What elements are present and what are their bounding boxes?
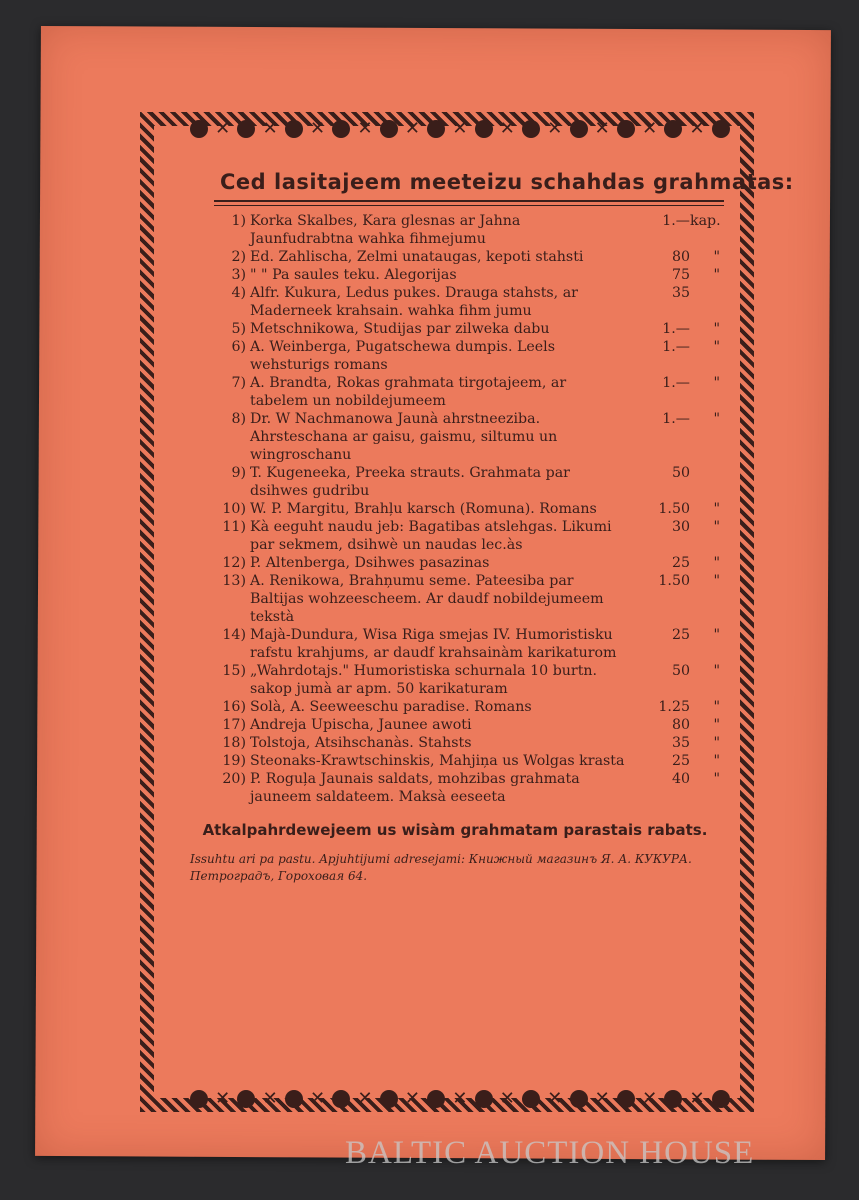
list-item: [180, 662, 720, 698]
list-item: [180, 716, 720, 734]
item-title: Tolstoja, Atsihschanàs. Stahsts: [250, 735, 472, 751]
item-number: 17): [222, 717, 246, 733]
item-title: Andreja Upischa, Jaunee awoti: [250, 717, 472, 733]
list-item: [180, 284, 720, 320]
item-title: Korka Skalbes, Kara glesnas ar Jahna Jaunfudrabtna wahka fihmejumu: [250, 213, 521, 247]
item-title: P. Roguļa Jaunais saldats, mohzibas grahmata jauneem saldateem. Maksà eeseeta: [250, 771, 580, 805]
item-unit: ": [713, 267, 720, 283]
list-item: [180, 734, 720, 752]
item-number: 12): [222, 555, 246, 571]
item-number: 14): [222, 627, 246, 643]
item-title: Dr. W Nachmanowa Jaunà ahrstneeziba. Ahrsteschana ar gaisu, gaismu, siltumu un wingroschanu: [250, 411, 558, 463]
item-title: T. Kugeneeka, Preeka strauts. Grahmata par dsihwes gudribu: [250, 465, 570, 499]
item-number: 5): [231, 321, 246, 337]
item-number: 4): [231, 285, 246, 301]
item-title: Kà eeguht naudu jeb: Bagatibas atslehgas. Likumi par sekmem, dsihwè un naudas lec.às: [250, 519, 612, 553]
item-title: Steonaks-Krawtschinskis, Mahjiņa us Wolgas krasta: [250, 753, 625, 769]
list-item: [180, 374, 720, 410]
item-price: 1.—: [662, 411, 690, 427]
list-item: [180, 518, 720, 554]
list-item: [180, 698, 720, 716]
item-number: 10): [222, 501, 246, 517]
item-number: 16): [222, 699, 246, 715]
mail-order-note: Issuhtu ari pa pastu. Apjuhtijumi adresejami: Книжный магазинъ Я. А. КУКУРА. Петроградъ, Гороховая 64.: [190, 852, 692, 883]
list-item: [180, 410, 720, 464]
item-number: 7): [231, 375, 246, 391]
item-unit: ": [713, 753, 720, 769]
list-item: [180, 554, 720, 572]
item-price: 1.—: [662, 375, 690, 391]
item-price: 1.50: [658, 501, 690, 517]
list-item: [180, 626, 720, 662]
item-price: 80: [671, 717, 690, 733]
item-unit: ": [713, 249, 720, 265]
list-item: [180, 752, 720, 770]
item-number: 19): [222, 753, 246, 769]
item-price: 1.50: [658, 573, 690, 589]
item-title: Majà-Dundura, Wisa Riga smejas IV. Humoristisku rafstu krahjums, ar daudf krahsainàm karikaturom: [250, 627, 617, 661]
item-title: A. Brandta, Rokas grahmata tirgotajeem, ar tabelem un nobildejumeem: [250, 375, 567, 409]
discount-notice: Atkalpahrdewejeem us wisàm grahmatam parastais rabats.: [202, 821, 708, 839]
item-unit: ": [713, 555, 720, 571]
item-price: 50: [671, 465, 690, 481]
item-price: 35: [671, 285, 690, 301]
item-number: 2): [231, 249, 246, 265]
item-price: 30: [671, 519, 690, 535]
item-title: A. Weinberga, Pugatschewa dumpis. Leels wehsturigs romans: [250, 339, 556, 373]
list-item: [180, 464, 720, 500]
item-number: 20): [222, 771, 246, 787]
item-number: 6): [231, 339, 246, 355]
item-unit: ": [713, 375, 720, 391]
watermark: BALTIC AUCTION HOUSE: [345, 1135, 755, 1171]
item-unit: ": [713, 339, 720, 355]
item-title: A. Renikowa, Brahņumu seme. Pateesiba par Baltijas wohzeescheem. Ar daudf nobildejumeem tekstà: [250, 573, 604, 625]
list-item: [180, 770, 720, 806]
item-title: Metschnikowa, Studijas par zilweka dabu: [250, 321, 550, 337]
item-unit: ": [713, 771, 720, 787]
item-unit: ": [713, 519, 720, 535]
chain-ornament-bottom: ✕ ✕ ✕ ✕ ✕ ✕ ✕ ✕ ✕ ✕ ✕: [190, 1088, 730, 1110]
item-unit: [690, 464, 720, 500]
item-unit: [690, 284, 720, 320]
item-price: 80: [671, 249, 690, 265]
item-price: 40: [671, 771, 690, 787]
item-number: 3): [231, 267, 246, 283]
item-number: 1): [231, 213, 246, 229]
item-price: 25: [671, 627, 690, 643]
list-item: [180, 212, 720, 248]
item-unit: ": [713, 501, 720, 517]
item-price: 25: [671, 753, 690, 769]
book-items: [180, 212, 720, 806]
item-title: Ed. Zahlischa, Zelmi unataugas, kepoti stahsti: [250, 249, 584, 265]
item-unit: ": [713, 717, 720, 733]
item-title: Solà, A. Seeweeschu paradise. Romans: [250, 699, 532, 715]
item-unit: ": [713, 735, 720, 751]
list-item: [180, 572, 720, 626]
item-title: „Wahrdotajs." Humoristiska schurnala 10 burtn. sakop jumà ar apm. 50 karikaturam: [250, 663, 598, 697]
list-item: [180, 248, 720, 266]
item-price: 1.—: [662, 213, 690, 229]
item-price: 1.—: [662, 321, 690, 337]
item-title: W. P. Margitu, Brahļu karsch (Romuna). Romans: [250, 501, 597, 517]
chain-ornament-top: ✕ ✕ ✕ ✕ ✕ ✕ ✕ ✕ ✕ ✕ ✕: [190, 118, 730, 140]
list-item: [180, 266, 720, 284]
item-number: 15): [222, 663, 246, 679]
list-item: [180, 338, 720, 374]
item-title: " " Pa saules teku. Alegorijas: [250, 267, 457, 283]
item-number: 13): [222, 573, 246, 589]
item-price: 35: [671, 735, 690, 751]
item-unit: ": [713, 627, 720, 643]
item-price: 50: [671, 663, 690, 679]
item-price: 25: [671, 555, 690, 571]
item-unit: ": [713, 411, 720, 427]
item-unit: ": [713, 663, 720, 679]
item-price: 1.—: [662, 339, 690, 355]
item-unit: ": [713, 573, 720, 589]
item-number: 18): [222, 735, 246, 751]
heading-rule: [214, 200, 724, 206]
item-number: 9): [231, 465, 246, 481]
item-title: P. Altenberga, Dsihwes pasazinas: [250, 555, 490, 571]
item-title: Alfr. Kukura, Ledus pukes. Drauga stahsts, ar Maderneek krahsain. wahka fihm jumu: [250, 285, 578, 319]
item-number: 11): [222, 519, 246, 535]
list-item: [180, 320, 720, 338]
item-price: 75: [671, 267, 690, 283]
item-price: 1.25: [658, 699, 690, 715]
item-unit: ": [713, 699, 720, 715]
item-number: 8): [231, 411, 246, 427]
list-heading: Ced lasitajeem meeteizu schahdas grahmatas:: [220, 170, 794, 194]
book-list: [180, 160, 794, 885]
list-item: [180, 500, 720, 518]
item-unit: ": [713, 321, 720, 337]
item-unit: kap.: [690, 213, 721, 229]
